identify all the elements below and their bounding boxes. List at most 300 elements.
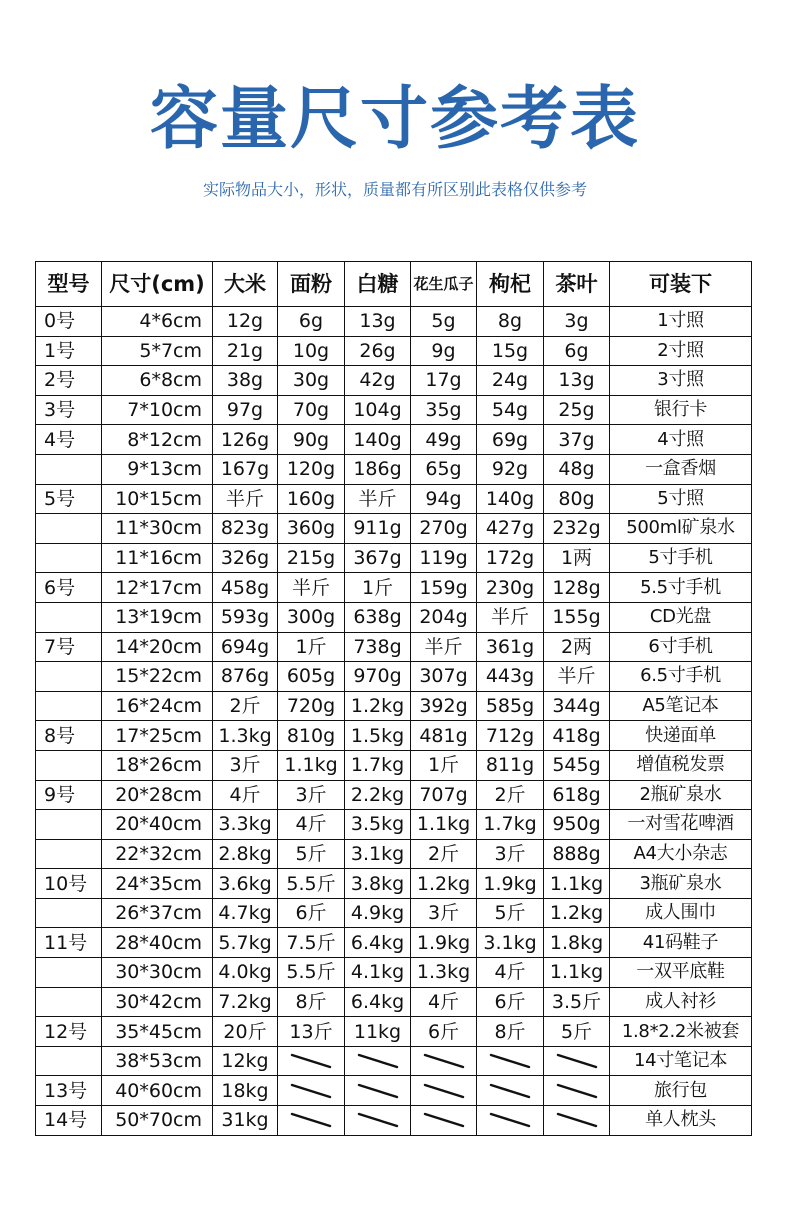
- size-cell: 16*24cm: [102, 691, 213, 721]
- rice-cell: 4斤: [213, 780, 278, 810]
- peanut-cell: [411, 1106, 477, 1136]
- goji-cell: 811g: [477, 750, 544, 780]
- table-row: [36, 839, 752, 869]
- item-cell: 5.5寸手机: [610, 573, 752, 603]
- rice-cell: 18kg: [213, 1076, 278, 1106]
- goji-cell: 54g: [477, 395, 544, 425]
- item-cell: 41码鞋子: [610, 928, 752, 958]
- model-cell: 11号: [36, 928, 102, 958]
- sugar-cell: 3.1kg: [345, 839, 411, 869]
- sugar-cell: 738g: [345, 632, 411, 662]
- peanut-cell: 35g: [411, 395, 477, 425]
- model-cell: 9号: [36, 780, 102, 810]
- not-applicable-slash: [422, 1081, 466, 1101]
- goji-cell: 8斤: [477, 1017, 544, 1047]
- size-cell: 15*22cm: [102, 662, 213, 692]
- goji-cell: 3.1kg: [477, 928, 544, 958]
- rice-cell: 1.3kg: [213, 721, 278, 751]
- model-cell: [36, 839, 102, 869]
- tea-cell: 950g: [544, 810, 610, 840]
- size-cell: 10*15cm: [102, 484, 213, 514]
- size-cell: 4*6cm: [102, 307, 213, 337]
- goji-cell: 4斤: [477, 958, 544, 988]
- model-cell: 2号: [36, 366, 102, 396]
- rice-cell: 半斤: [213, 484, 278, 514]
- sugar-cell: [345, 1046, 411, 1076]
- sugar-cell: 13g: [345, 307, 411, 337]
- rice-cell: 593g: [213, 602, 278, 632]
- tea-cell: 1.2kg: [544, 898, 610, 928]
- table-row: [36, 425, 752, 455]
- size-cell: 28*40cm: [102, 928, 213, 958]
- goji-cell: 15g: [477, 336, 544, 366]
- not-applicable-slash: [555, 1110, 599, 1130]
- peanut-cell: 1斤: [411, 750, 477, 780]
- goji-cell: 5斤: [477, 898, 544, 928]
- size-cell: 38*53cm: [102, 1046, 213, 1076]
- sugar-cell: 104g: [345, 395, 411, 425]
- table-row: [36, 750, 752, 780]
- item-cell: 3瓶矿泉水: [610, 869, 752, 899]
- table-row: [36, 662, 752, 692]
- item-cell: 单人枕头: [610, 1106, 752, 1136]
- flour-cell: 4斤: [278, 810, 345, 840]
- table-row: [36, 543, 752, 573]
- rice-cell: 126g: [213, 425, 278, 455]
- goji-cell: [477, 1046, 544, 1076]
- column-header-goji: 枸杞: [477, 262, 544, 307]
- rice-cell: 20斤: [213, 1017, 278, 1047]
- model-cell: [36, 514, 102, 544]
- sugar-cell: 638g: [345, 602, 411, 632]
- flour-cell: 70g: [278, 395, 345, 425]
- table-row: [36, 958, 752, 988]
- peanut-cell: 2斤: [411, 839, 477, 869]
- goji-cell: 8g: [477, 307, 544, 337]
- table-row: [36, 1017, 752, 1047]
- item-cell: 4寸照: [610, 425, 752, 455]
- sugar-cell: 911g: [345, 514, 411, 544]
- rice-cell: 876g: [213, 662, 278, 692]
- peanut-cell: 9g: [411, 336, 477, 366]
- flour-cell: 6g: [278, 307, 345, 337]
- table-header-row: [36, 262, 752, 307]
- tea-cell: 1两: [544, 543, 610, 573]
- column-header-rice: 大米: [213, 262, 278, 307]
- flour-cell: 810g: [278, 721, 345, 751]
- item-cell: 成人围巾: [610, 898, 752, 928]
- table-row: [36, 602, 752, 632]
- flour-cell: 90g: [278, 425, 345, 455]
- goji-cell: 230g: [477, 573, 544, 603]
- item-cell: A5笔记本: [610, 691, 752, 721]
- table-row: [36, 307, 752, 337]
- table-body: [36, 307, 752, 1136]
- sugar-cell: 42g: [345, 366, 411, 396]
- goji-cell: 3斤: [477, 839, 544, 869]
- rice-cell: 21g: [213, 336, 278, 366]
- table-row: [36, 721, 752, 751]
- flour-cell: 5.5斤: [278, 869, 345, 899]
- rice-cell: 2.8kg: [213, 839, 278, 869]
- model-cell: [36, 987, 102, 1017]
- goji-cell: [477, 1106, 544, 1136]
- model-cell: [36, 543, 102, 573]
- rice-cell: 12kg: [213, 1046, 278, 1076]
- item-cell: A4大小杂志: [610, 839, 752, 869]
- tea-cell: 1.1kg: [544, 869, 610, 899]
- item-cell: 2寸照: [610, 336, 752, 366]
- column-header-sugar: 白糖: [345, 262, 411, 307]
- size-cell: 12*17cm: [102, 573, 213, 603]
- peanut-cell: 半斤: [411, 632, 477, 662]
- table-row: [36, 514, 752, 544]
- peanut-cell: 707g: [411, 780, 477, 810]
- item-cell: 500ml矿泉水: [610, 514, 752, 544]
- tea-cell: [544, 1106, 610, 1136]
- flour-cell: 6斤: [278, 898, 345, 928]
- model-cell: [36, 1046, 102, 1076]
- peanut-cell: [411, 1046, 477, 1076]
- item-cell: 旅行包: [610, 1076, 752, 1106]
- model-cell: [36, 810, 102, 840]
- not-applicable-slash: [289, 1110, 333, 1130]
- size-cell: 7*10cm: [102, 395, 213, 425]
- not-applicable-slash: [356, 1051, 400, 1071]
- table-row: [36, 987, 752, 1017]
- flour-cell: [278, 1046, 345, 1076]
- flour-cell: 5.5斤: [278, 958, 345, 988]
- rice-cell: 5.7kg: [213, 928, 278, 958]
- not-applicable-slash: [555, 1051, 599, 1071]
- goji-cell: [477, 1076, 544, 1106]
- tea-cell: 3g: [544, 307, 610, 337]
- rice-cell: 38g: [213, 366, 278, 396]
- sugar-cell: 186g: [345, 454, 411, 484]
- not-applicable-slash: [555, 1081, 599, 1101]
- size-cell: 6*8cm: [102, 366, 213, 396]
- tea-cell: 5斤: [544, 1017, 610, 1047]
- tea-cell: [544, 1046, 610, 1076]
- table-row: [36, 898, 752, 928]
- flour-cell: 215g: [278, 543, 345, 573]
- model-cell: [36, 454, 102, 484]
- capacity-size-table: [35, 261, 752, 1136]
- flour-cell: 160g: [278, 484, 345, 514]
- rice-cell: 458g: [213, 573, 278, 603]
- peanut-cell: 6斤: [411, 1017, 477, 1047]
- size-cell: 8*12cm: [102, 425, 213, 455]
- size-cell: 30*30cm: [102, 958, 213, 988]
- table-row: [36, 1076, 752, 1106]
- goji-cell: 427g: [477, 514, 544, 544]
- goji-cell: 6斤: [477, 987, 544, 1017]
- tea-cell: 2两: [544, 632, 610, 662]
- table-row: [36, 810, 752, 840]
- rice-cell: 7.2kg: [213, 987, 278, 1017]
- peanut-cell: 119g: [411, 543, 477, 573]
- column-header-size: 尺寸(cm): [102, 262, 213, 307]
- peanut-cell: 1.1kg: [411, 810, 477, 840]
- tea-cell: 48g: [544, 454, 610, 484]
- flour-cell: 300g: [278, 602, 345, 632]
- sugar-cell: 4.9kg: [345, 898, 411, 928]
- goji-cell: 585g: [477, 691, 544, 721]
- column-header-flour: 面粉: [278, 262, 345, 307]
- flour-cell: 1.1kg: [278, 750, 345, 780]
- rice-cell: 3.6kg: [213, 869, 278, 899]
- item-cell: 一双平底鞋: [610, 958, 752, 988]
- tea-cell: 1.1kg: [544, 958, 610, 988]
- table-row: [36, 484, 752, 514]
- table-row: [36, 691, 752, 721]
- model-cell: 1号: [36, 336, 102, 366]
- peanut-cell: 1.3kg: [411, 958, 477, 988]
- item-cell: 增值税发票: [610, 750, 752, 780]
- tea-cell: 6g: [544, 336, 610, 366]
- size-cell: 35*45cm: [102, 1017, 213, 1047]
- item-cell: 6寸手机: [610, 632, 752, 662]
- goji-cell: 1.7kg: [477, 810, 544, 840]
- table-row: [36, 928, 752, 958]
- flour-cell: 30g: [278, 366, 345, 396]
- tea-cell: 888g: [544, 839, 610, 869]
- goji-cell: 1.9kg: [477, 869, 544, 899]
- model-cell: 14号: [36, 1106, 102, 1136]
- model-cell: [36, 602, 102, 632]
- size-cell: 17*25cm: [102, 721, 213, 751]
- sugar-cell: 140g: [345, 425, 411, 455]
- table-row: [36, 1106, 752, 1136]
- tea-cell: 618g: [544, 780, 610, 810]
- not-applicable-slash: [422, 1110, 466, 1130]
- flour-cell: 605g: [278, 662, 345, 692]
- table-row: [36, 573, 752, 603]
- peanut-cell: 65g: [411, 454, 477, 484]
- flour-cell: 1斤: [278, 632, 345, 662]
- size-cell: 22*32cm: [102, 839, 213, 869]
- tea-cell: 80g: [544, 484, 610, 514]
- flour-cell: 半斤: [278, 573, 345, 603]
- tea-cell: 1.8kg: [544, 928, 610, 958]
- sugar-cell: 半斤: [345, 484, 411, 514]
- goji-cell: 92g: [477, 454, 544, 484]
- goji-cell: 69g: [477, 425, 544, 455]
- tea-cell: 128g: [544, 573, 610, 603]
- peanut-cell: 307g: [411, 662, 477, 692]
- item-cell: 一盒香烟: [610, 454, 752, 484]
- size-cell: 50*70cm: [102, 1106, 213, 1136]
- rice-cell: 12g: [213, 307, 278, 337]
- size-cell: 20*40cm: [102, 810, 213, 840]
- model-cell: 0号: [36, 307, 102, 337]
- flour-cell: 5斤: [278, 839, 345, 869]
- size-cell: 13*19cm: [102, 602, 213, 632]
- goji-cell: 172g: [477, 543, 544, 573]
- sugar-cell: 2.2kg: [345, 780, 411, 810]
- peanut-cell: 1.9kg: [411, 928, 477, 958]
- sugar-cell: 1斤: [345, 573, 411, 603]
- peanut-cell: 4斤: [411, 987, 477, 1017]
- sugar-cell: [345, 1106, 411, 1136]
- goji-cell: 140g: [477, 484, 544, 514]
- peanut-cell: 49g: [411, 425, 477, 455]
- rice-cell: 31kg: [213, 1106, 278, 1136]
- column-header-tea: 茶叶: [544, 262, 610, 307]
- rice-cell: 4.0kg: [213, 958, 278, 988]
- item-cell: 5寸手机: [610, 543, 752, 573]
- item-cell: 5寸照: [610, 484, 752, 514]
- model-cell: 5号: [36, 484, 102, 514]
- size-cell: 14*20cm: [102, 632, 213, 662]
- tea-cell: 25g: [544, 395, 610, 425]
- table-row: [36, 869, 752, 899]
- tea-cell: 半斤: [544, 662, 610, 692]
- rice-cell: 326g: [213, 543, 278, 573]
- peanut-cell: 204g: [411, 602, 477, 632]
- size-cell: 5*7cm: [102, 336, 213, 366]
- sugar-cell: 970g: [345, 662, 411, 692]
- goji-cell: 2斤: [477, 780, 544, 810]
- size-cell: 26*37cm: [102, 898, 213, 928]
- sugar-cell: 6.4kg: [345, 928, 411, 958]
- table-row: [36, 336, 752, 366]
- goji-cell: 半斤: [477, 602, 544, 632]
- sugar-cell: 3.5kg: [345, 810, 411, 840]
- item-cell: 快递面单: [610, 721, 752, 751]
- item-cell: 1.8*2.2米被套: [610, 1017, 752, 1047]
- flour-cell: [278, 1106, 345, 1136]
- model-cell: [36, 691, 102, 721]
- flour-cell: 7.5斤: [278, 928, 345, 958]
- tea-cell: [544, 1076, 610, 1106]
- tea-cell: 418g: [544, 721, 610, 751]
- peanut-cell: 17g: [411, 366, 477, 396]
- tea-cell: 37g: [544, 425, 610, 455]
- peanut-cell: 1.2kg: [411, 869, 477, 899]
- sugar-cell: 367g: [345, 543, 411, 573]
- tea-cell: 545g: [544, 750, 610, 780]
- sugar-cell: 1.2kg: [345, 691, 411, 721]
- rice-cell: 694g: [213, 632, 278, 662]
- item-cell: 2瓶矿泉水: [610, 780, 752, 810]
- item-cell: 银行卡: [610, 395, 752, 425]
- peanut-cell: 481g: [411, 721, 477, 751]
- goji-cell: 443g: [477, 662, 544, 692]
- table-row: [36, 1046, 752, 1076]
- column-header-model: 型号: [36, 262, 102, 307]
- peanut-cell: [411, 1076, 477, 1106]
- column-header-peanut: 花生瓜子: [411, 262, 477, 307]
- not-applicable-slash: [488, 1051, 532, 1071]
- flour-cell: 720g: [278, 691, 345, 721]
- peanut-cell: 159g: [411, 573, 477, 603]
- table-row: [36, 395, 752, 425]
- model-cell: 4号: [36, 425, 102, 455]
- sugar-cell: 4.1kg: [345, 958, 411, 988]
- flour-cell: 13斤: [278, 1017, 345, 1047]
- size-cell: 11*16cm: [102, 543, 213, 573]
- not-applicable-slash: [356, 1110, 400, 1130]
- flour-cell: 3斤: [278, 780, 345, 810]
- size-cell: 11*30cm: [102, 514, 213, 544]
- rice-cell: 3斤: [213, 750, 278, 780]
- size-cell: 30*42cm: [102, 987, 213, 1017]
- size-cell: 20*28cm: [102, 780, 213, 810]
- not-applicable-slash: [422, 1051, 466, 1071]
- model-cell: 6号: [36, 573, 102, 603]
- rice-cell: 3.3kg: [213, 810, 278, 840]
- flour-cell: 360g: [278, 514, 345, 544]
- peanut-cell: 392g: [411, 691, 477, 721]
- item-cell: CD光盘: [610, 602, 752, 632]
- peanut-cell: 3斤: [411, 898, 477, 928]
- peanut-cell: 270g: [411, 514, 477, 544]
- item-cell: 1寸照: [610, 307, 752, 337]
- not-applicable-slash: [488, 1110, 532, 1130]
- model-cell: 8号: [36, 721, 102, 751]
- rice-cell: 4.7kg: [213, 898, 278, 928]
- item-cell: 3寸照: [610, 366, 752, 396]
- page-title: 容量尺寸参考表: [149, 80, 640, 159]
- flour-cell: 8斤: [278, 987, 345, 1017]
- tea-cell: 232g: [544, 514, 610, 544]
- model-cell: 7号: [36, 632, 102, 662]
- rice-cell: 97g: [213, 395, 278, 425]
- flour-cell: 10g: [278, 336, 345, 366]
- peanut-cell: 94g: [411, 484, 477, 514]
- page-subtitle: 实际物品大小，形状，质量都有所区别此表格仅供参考: [202, 180, 587, 199]
- not-applicable-slash: [356, 1081, 400, 1101]
- goji-cell: 24g: [477, 366, 544, 396]
- model-cell: [36, 750, 102, 780]
- not-applicable-slash: [289, 1081, 333, 1101]
- goji-cell: 712g: [477, 721, 544, 751]
- sugar-cell: 1.5kg: [345, 721, 411, 751]
- sugar-cell: 26g: [345, 336, 411, 366]
- table-row: [36, 780, 752, 810]
- flour-cell: 120g: [278, 454, 345, 484]
- model-cell: 10号: [36, 869, 102, 899]
- model-cell: [36, 898, 102, 928]
- table-row: [36, 632, 752, 662]
- tea-cell: 155g: [544, 602, 610, 632]
- item-cell: 6.5寸手机: [610, 662, 752, 692]
- table-row: [36, 454, 752, 484]
- not-applicable-slash: [289, 1051, 333, 1071]
- not-applicable-slash: [488, 1081, 532, 1101]
- model-cell: 3号: [36, 395, 102, 425]
- rice-cell: 2斤: [213, 691, 278, 721]
- goji-cell: 361g: [477, 632, 544, 662]
- item-cell: 成人衬衫: [610, 987, 752, 1017]
- size-cell: 24*35cm: [102, 869, 213, 899]
- sugar-cell: [345, 1076, 411, 1106]
- peanut-cell: 5g: [411, 307, 477, 337]
- flour-cell: [278, 1076, 345, 1106]
- model-cell: 13号: [36, 1076, 102, 1106]
- item-cell: 14寸笔记本: [610, 1046, 752, 1076]
- size-cell: 18*26cm: [102, 750, 213, 780]
- size-cell: 9*13cm: [102, 454, 213, 484]
- sugar-cell: 11kg: [345, 1017, 411, 1047]
- sugar-cell: 3.8kg: [345, 869, 411, 899]
- model-cell: [36, 662, 102, 692]
- sugar-cell: 6.4kg: [345, 987, 411, 1017]
- size-cell: 40*60cm: [102, 1076, 213, 1106]
- model-cell: [36, 958, 102, 988]
- table-row: [36, 366, 752, 396]
